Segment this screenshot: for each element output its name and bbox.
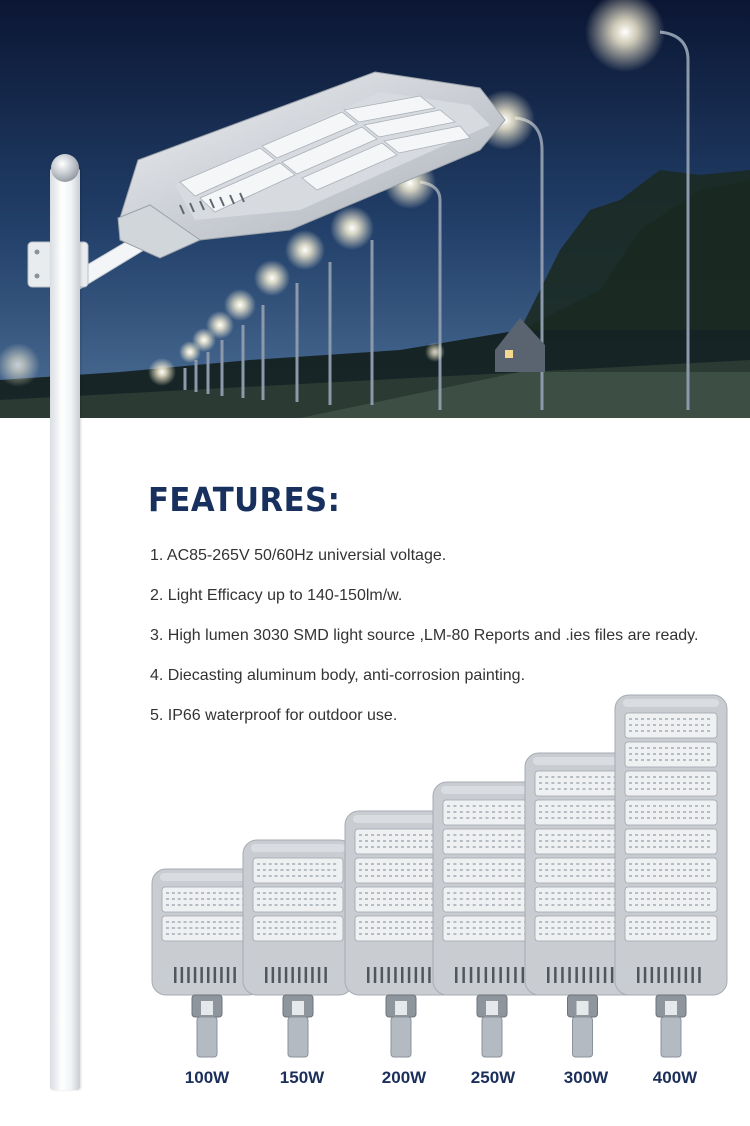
feature-item: 2. Light Efficacy up to 140-150lm/w. — [150, 587, 403, 604]
features-title: FEATURES: — [148, 480, 341, 519]
night-street-scene — [0, 0, 750, 418]
pole-cap — [51, 154, 79, 182]
fixture-150w — [243, 840, 353, 1057]
wattage-labels — [0, 1068, 750, 1098]
feature-item: 4. Diecasting aluminum body, anti-corrosion painting. — [150, 667, 526, 684]
feature-item: 5. IP66 waterproof for outdoor use. — [150, 707, 398, 724]
wattage-label-300w: 300W — [563, 1068, 609, 1087]
wattage-label-400w: 400W — [652, 1068, 698, 1087]
hero-image — [0, 0, 750, 418]
feature-item: 1. AC85-265V 50/60Hz universial voltage. — [150, 547, 447, 564]
wattage-label-150w: 150W — [279, 1068, 325, 1087]
wattage-label-100w: 100W — [184, 1068, 230, 1087]
feature-item: 3. High lumen 3030 SMD light source ,LM-80 Reports and .ies files are ready. — [150, 627, 699, 644]
wattage-label-250w: 250W — [470, 1068, 516, 1087]
wattage-label-200w: 200W — [381, 1068, 427, 1087]
fixture-400w — [615, 695, 727, 1057]
product-lineup — [145, 660, 745, 1060]
street-light-pole — [50, 168, 80, 1090]
